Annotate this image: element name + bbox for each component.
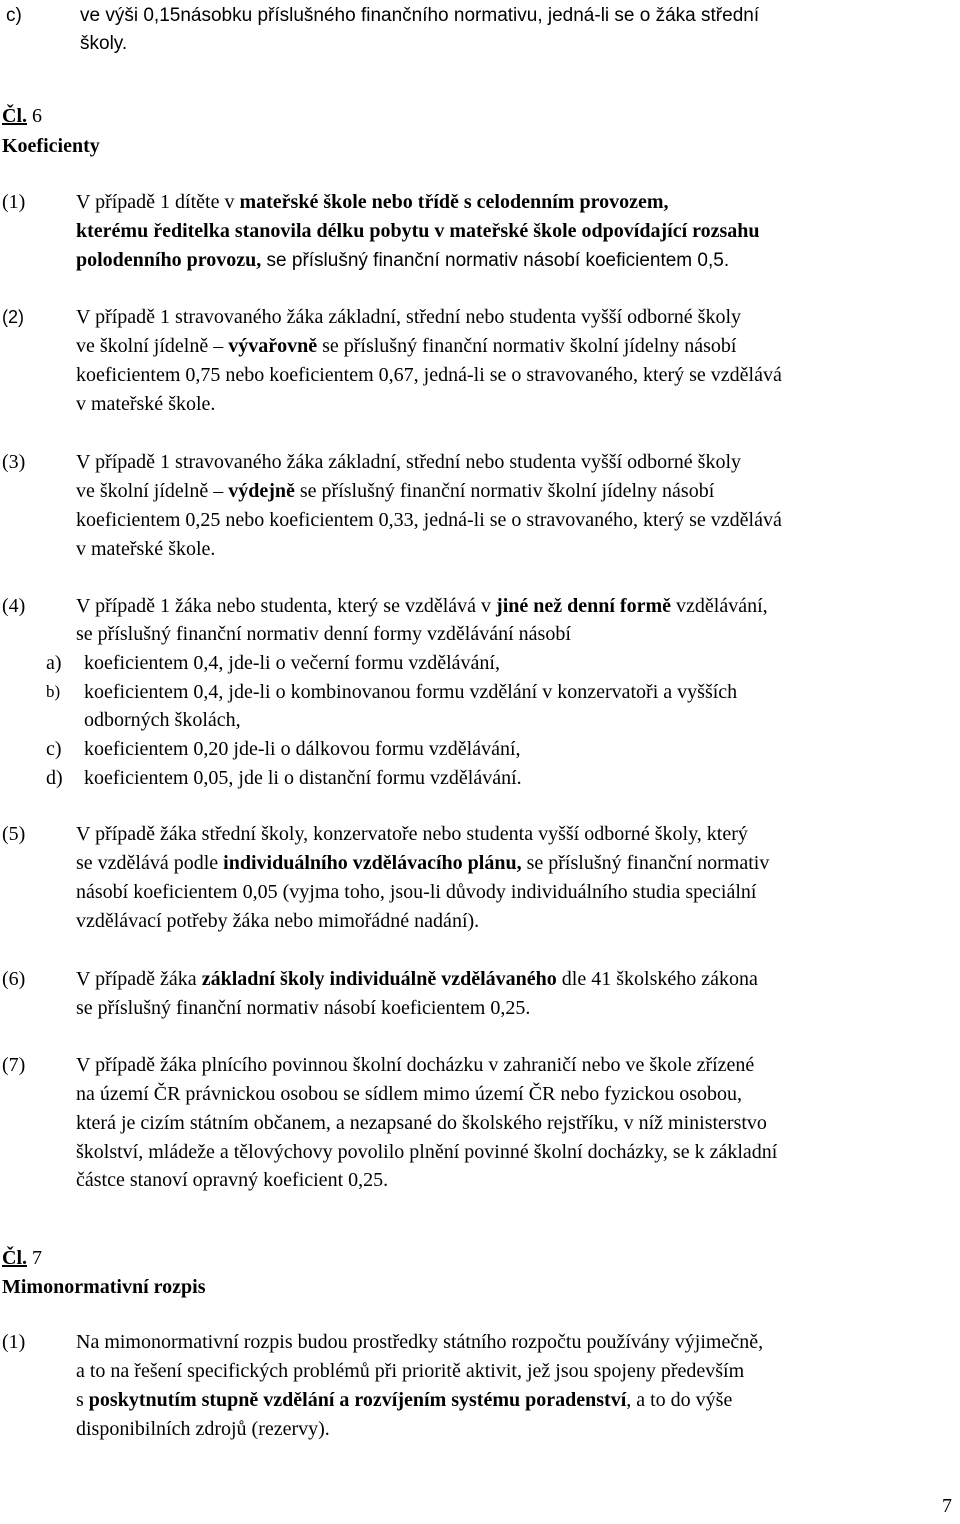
article-6-subtitle: Koeficienty	[2, 135, 100, 157]
p7-1-l3-bold: poskytnutím stupně vzdělání a rozvíjením systému poradenství	[88, 1389, 627, 1411]
page-number: 7	[942, 1495, 952, 1517]
paragraph-6-3-line3: koeficientem 0,25 nebo koeficientem 0,33, jedná-li se o stravovaného, který se vzdělává	[76, 509, 782, 531]
p6-1-l1-bold: mateřské škole nebo třídě s celodenním provozem,	[239, 191, 669, 213]
p6-1-l3-bold: polodenního provozu,	[76, 249, 262, 271]
paragraph-6-5-number: (5)	[2, 823, 26, 845]
p6-3-l2-a: ve školní jídelně –	[76, 480, 229, 502]
paragraph-6-2-line4: v mateřské škole.	[76, 393, 216, 415]
paragraph-6-6-line1	[76, 967, 758, 991]
p6-1-l3-normal: se příslušný finanční normativ násobí koeficientem 0,5.	[261, 250, 730, 271]
paragraph-6-2-line2	[76, 334, 737, 358]
paragraph-7-1-number: (1)	[2, 1331, 26, 1353]
article-7-number: 7	[32, 1247, 42, 1269]
p6-4-l1-c: vzdělávání,	[671, 595, 768, 617]
paragraph-6-2-number: (2)	[2, 307, 24, 327]
p6-2-l2-bold: vývařovně	[228, 335, 318, 357]
article-6-number: 6	[32, 105, 42, 127]
p6-6-l1-bold: základní školy individuálně vzdělávaného	[201, 968, 557, 990]
paragraph-6-7-number: (7)	[2, 1054, 26, 1076]
p6-5-l2-c: se příslušný finanční normativ	[521, 852, 770, 874]
top-item-line2: školy.	[80, 33, 128, 54]
paragraph-6-6-line2: se příslušný finanční normativ násobí koeficientem 0,25.	[76, 997, 531, 1019]
paragraph-6-1-line2: kterému ředitelka stanovila délku pobytu v mateřské škole odpovídající rozsahu	[76, 220, 760, 242]
article-7-subtitle: Mimonormativní rozpis	[2, 1276, 206, 1298]
paragraph-6-2-line1: V případě 1 stravovaného žáka základní, střední nebo studenta vyšší odborné školy	[76, 306, 742, 328]
article-7-title	[2, 1246, 42, 1270]
paragraph-6-5-line4: vzdělávací potřeby žáka nebo mimořádné nadání).	[76, 910, 480, 932]
p6-5-l2-a: se vzdělává podle	[76, 852, 224, 874]
p6-2-l2-a: ve školní jídelně –	[76, 335, 229, 357]
p6-3-l2-c: se příslušný finanční normativ školní jídelny násobí	[294, 480, 715, 502]
paragraph-6-1-line1	[76, 190, 669, 214]
paragraph-6-7-line4: školství, mládeže a tělovýchovy povolilo plnění povinné školní docházky, se k základní	[76, 1141, 778, 1163]
article-7-prefix: Čl.	[2, 1247, 27, 1269]
paragraph-7-1-line1: Na mimonormativní rozpis budou prostředky státního rozpočtu používány výjimečně,	[76, 1331, 764, 1353]
paragraph-6-6-number: (6)	[2, 968, 26, 990]
paragraph-6-7-line2: na území ČR právnickou osobou se sídlem mimo území ČR nebo fyzickou osobou,	[76, 1083, 743, 1105]
list-item-b-line2: odborných školách,	[84, 709, 241, 731]
top-item-line1: ve výši 0,15násobku příslušného finančního normativu, jedná-li se o žáka střední	[80, 5, 760, 26]
p6-3-l2-bold: výdejně	[228, 480, 295, 502]
p6-6-l1-c: dle 41 školského zákona	[556, 968, 758, 990]
list-label-d: d)	[46, 767, 63, 789]
paragraph-6-7-line3: která je cizím státním občanem, a nezapsané do školského rejstříku, v níž ministerstvo	[76, 1112, 767, 1134]
list-label-a: a)	[46, 652, 62, 674]
p6-5-l2-bold: individuálního vzdělávacího plánu,	[223, 852, 522, 874]
paragraph-6-3-line2	[76, 479, 714, 503]
p6-4-l1-bold: jiné než denní formě	[496, 595, 672, 617]
list-item-a: koeficientem 0,4, jde-li o večerní formu vzdělávání,	[84, 652, 500, 674]
list-item-b-line1: koeficientem 0,4, jde-li o kombinovanou formu vzdělání v konzervatoři a vyšších	[84, 681, 738, 703]
p6-1-l1-normal: V případě 1 dítěte v	[76, 191, 240, 213]
p7-1-l3-a: s	[76, 1389, 89, 1411]
paragraph-6-4-number: (4)	[2, 595, 26, 617]
paragraph-6-5-line2	[76, 851, 769, 875]
paragraph-7-1-line4: disponibilních zdrojů (rezervy).	[76, 1418, 330, 1440]
p6-4-l1-a: V případě 1 žáka nebo studenta, který se vzdělává v	[76, 595, 497, 617]
paragraph-7-1-line2: a to na řešení specifických problémů při prioritě aktivit, jež jsou spojeny především	[76, 1360, 745, 1382]
p6-6-l1-a: V případě žáka	[76, 968, 202, 990]
paragraph-6-5-line1: V případě žáka střední školy, konzervatoře nebo studenta vyšší odborné školy, který	[76, 823, 748, 845]
paragraph-6-3-number: (3)	[2, 451, 26, 473]
article-6-title	[2, 104, 42, 128]
paragraph-6-7-line1: V případě žáka plnícího povinnou školní docházku v zahraničí nebo ve škole zřízené	[76, 1054, 755, 1076]
paragraph-6-1-line3	[76, 248, 729, 273]
p6-2-l2-c: se příslušný finanční normativ školní jídelny násobí	[317, 335, 737, 357]
paragraph-6-3-line1: V případě 1 stravovaného žáka základní, střední nebo studenta vyšší odborné školy	[76, 451, 742, 473]
list-label-c: c)	[46, 738, 62, 760]
paragraph-6-1-number: (1)	[2, 191, 26, 213]
list-label-b: b)	[46, 682, 61, 701]
paragraph-6-3-line4: v mateřské škole.	[76, 538, 216, 560]
paragraph-6-2-line3: koeficientem 0,75 nebo koeficientem 0,67, jedná-li se o stravovaného, který se vzdělává	[76, 364, 782, 386]
paragraph-6-5-line3: násobí koeficientem 0,05 (vyjma toho, jsou-li důvody individuálního studia speciální	[76, 881, 757, 903]
paragraph-6-4-line1	[76, 594, 768, 618]
article-6-prefix: Čl.	[2, 105, 27, 127]
list-item-d: koeficientem 0,05, jde li o distanční formu vzdělávání.	[84, 767, 522, 789]
list-label-c-top: c)	[6, 5, 22, 26]
p7-1-l3-c: , a to do výše	[626, 1389, 733, 1411]
paragraph-7-1-line3	[76, 1388, 732, 1412]
paragraph-6-7-line5: částce stanoví opravný koeficient 0,25.	[76, 1169, 389, 1191]
list-item-c: koeficientem 0,20 jde-li o dálkovou formu vzdělávání,	[84, 738, 521, 760]
paragraph-6-4-line2: se příslušný finanční normativ denní formy vzdělávání násobí	[76, 623, 571, 645]
